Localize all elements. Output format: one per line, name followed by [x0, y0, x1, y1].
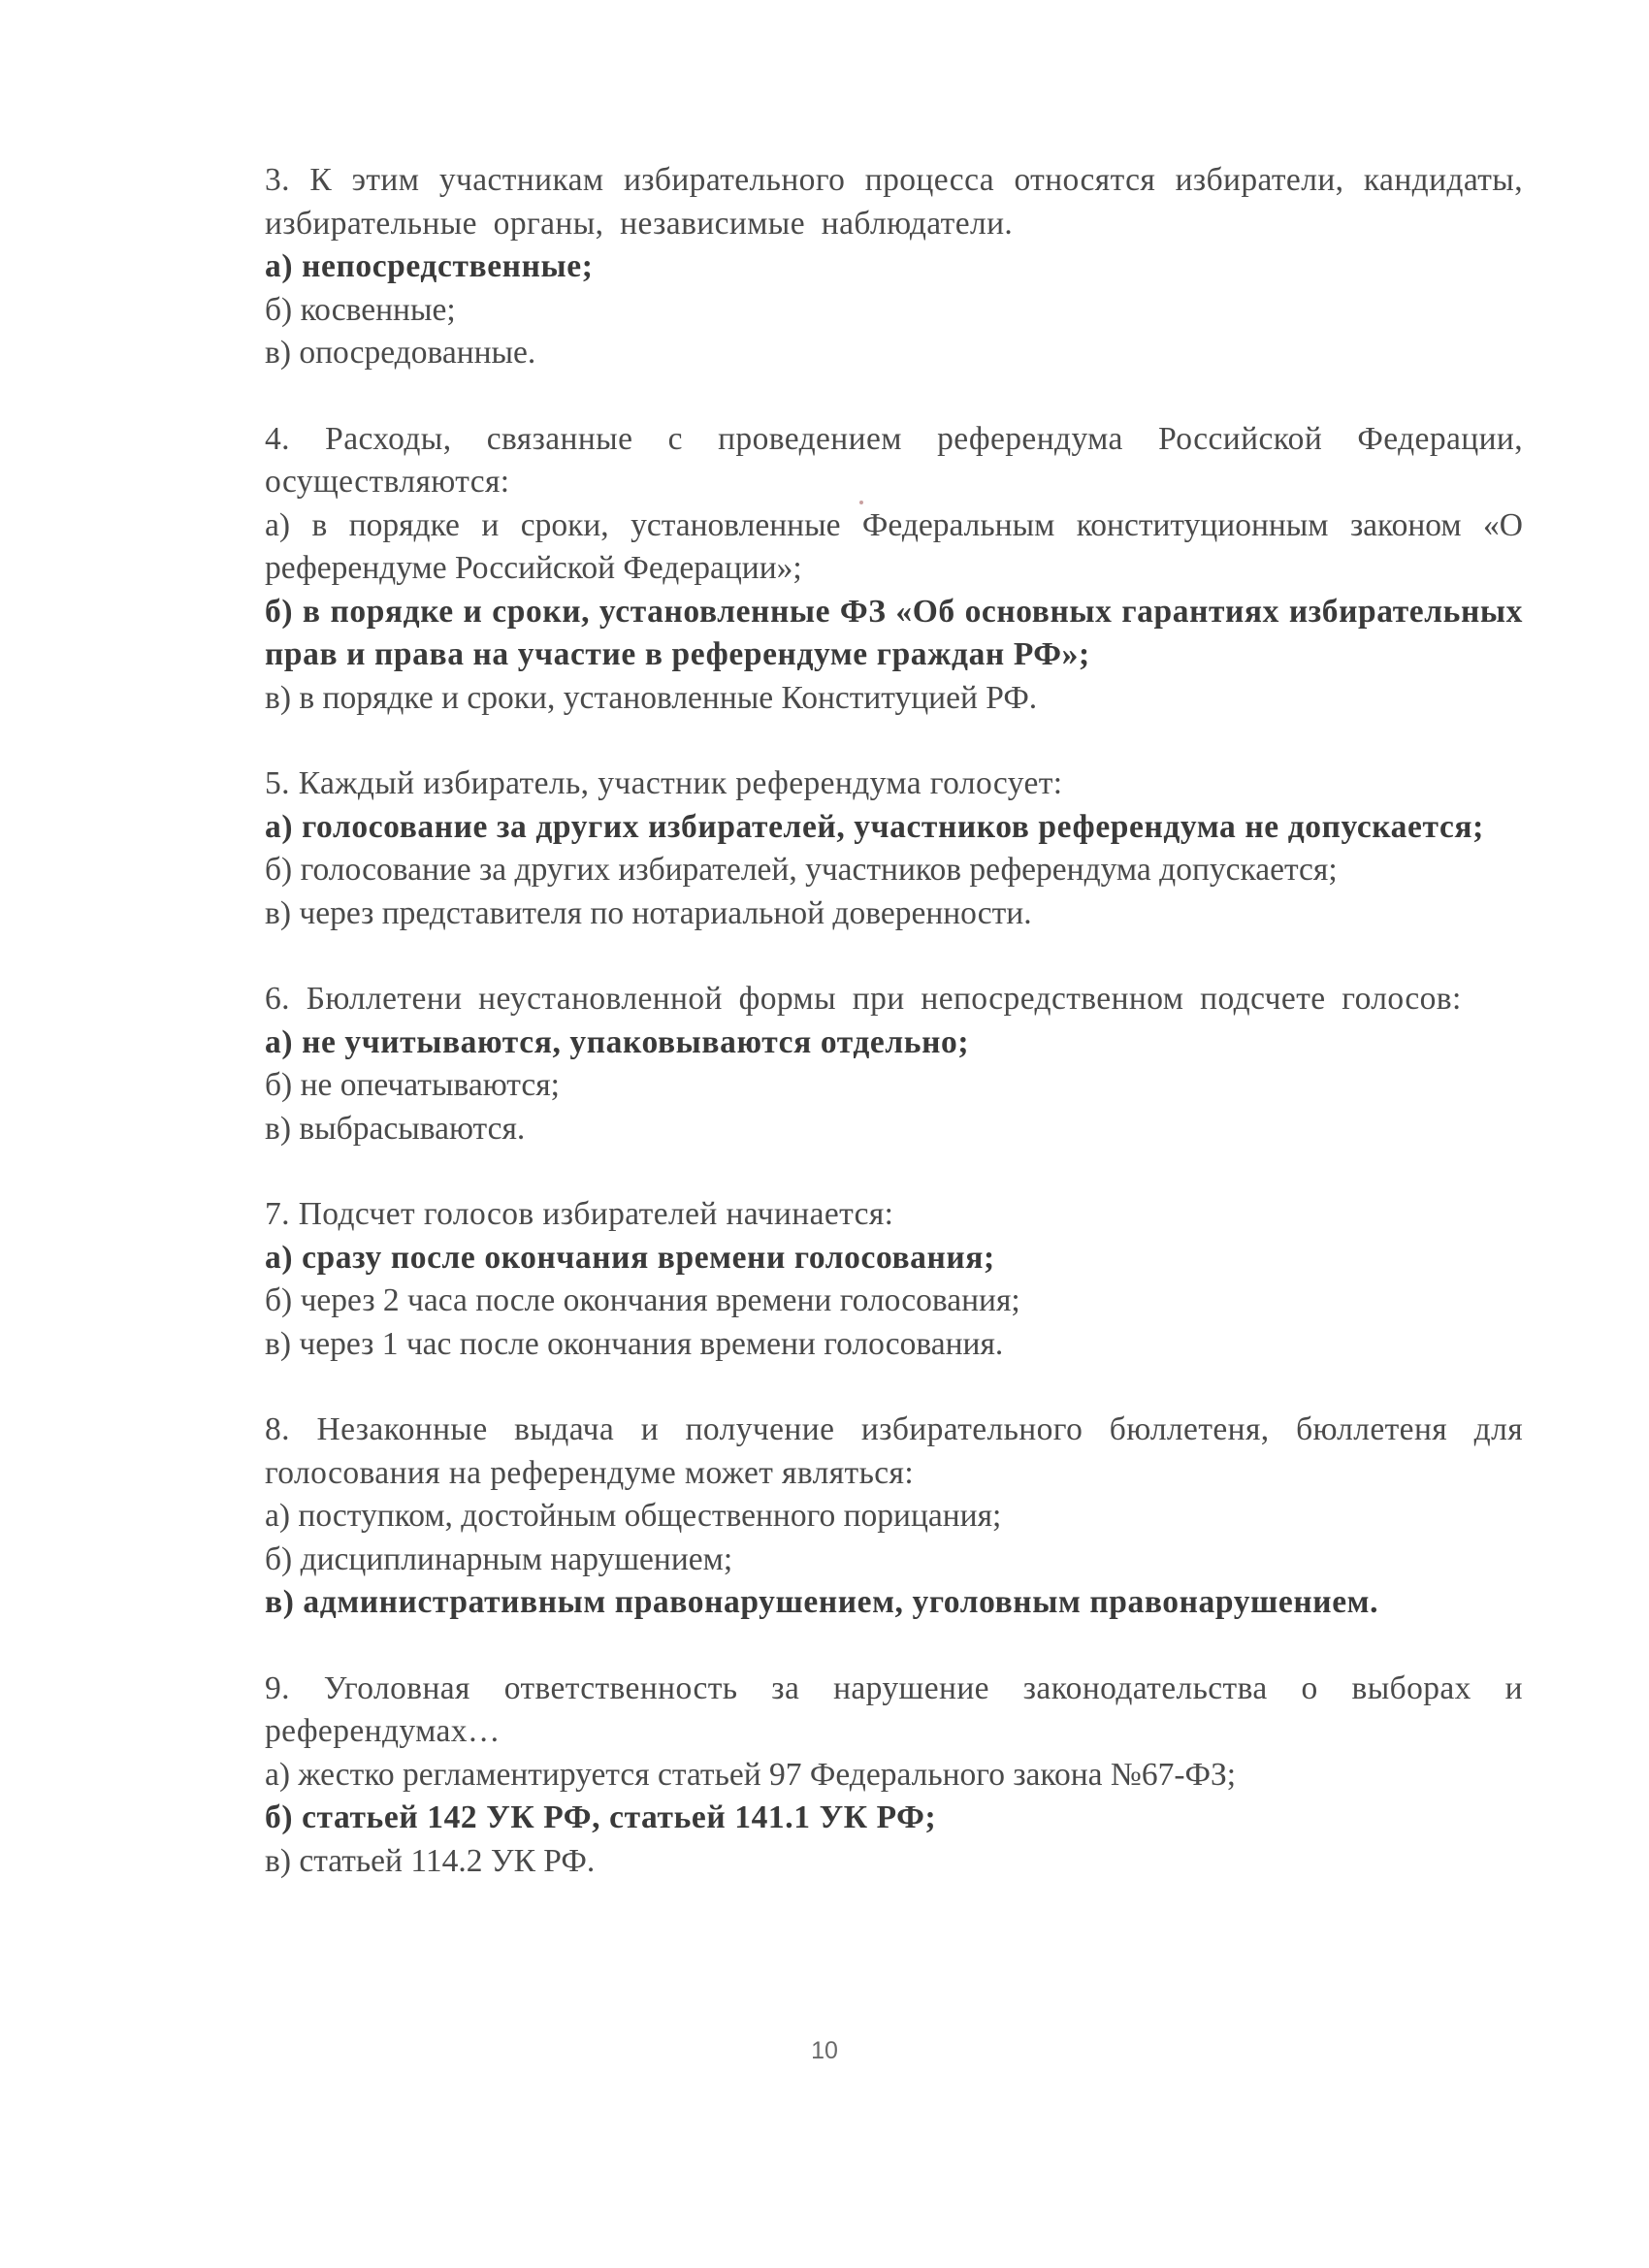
question-text: 5. Каждый избиратель, участник референдума голосует: — [265, 765, 1063, 801]
answer-option-correct: а) непосредственные; — [265, 248, 594, 284]
answer-option-correct: в) административным правонарушением, уголовным правонарушением. — [265, 1584, 1379, 1620]
answer-option-correct: б) статьей 142 УК РФ, статьей 141.1 УК РФ; — [265, 1799, 937, 1835]
question-8 — [265, 1409, 1523, 1625]
answer-option-correct: а) не учитываются, упаковываются отдельно; — [265, 1023, 970, 1060]
answer-option-correct: а) сразу после окончания времени голосования; — [265, 1239, 995, 1276]
page-number: 10 — [811, 2037, 838, 2064]
answer-option: а) жестко регламентируется статьей 97 Федерального закона №67-ФЗ; — [265, 1756, 1237, 1793]
answer-option-correct: б) в порядке и сроки, установленные ФЗ «Об основных гарантиях избирательных прав и права на участие в референдуме граждан РФ»; — [265, 593, 1523, 672]
answer-option: б) дисциплинарным нарушением; — [265, 1540, 733, 1577]
question-9 — [265, 1668, 1523, 1884]
answer-option: б) голосование за других избирателей, участников референдума допускается; — [265, 852, 1338, 888]
question-text: 4. Расходы, связанные с проведением референдума Российской Федерации, осуществляются: — [265, 420, 1523, 500]
answer-option: а) поступком, достойным общественного порицания; — [265, 1498, 1002, 1534]
answer-option: б) косвенные; — [265, 291, 456, 328]
question-3 — [265, 159, 1523, 375]
answer-option: в) через представителя по нотариальной доверенности. — [265, 894, 1032, 931]
question-4 — [265, 418, 1523, 721]
quiz-content — [265, 159, 1523, 1926]
scan-speck — [859, 501, 863, 504]
question-text: 6. Бюллетени неустановленной формы при непосредственном подсчете голосов: — [265, 981, 1462, 1017]
question-text: 9. Уголовная ответственность за нарушение законодательства о выборах и референдумах… — [265, 1669, 1523, 1749]
answer-option: б) через 2 часа после окончания времени голосования; — [265, 1282, 1020, 1318]
answer-option: в) статьей 114.2 УК РФ. — [265, 1842, 596, 1879]
question-7 — [265, 1193, 1523, 1366]
answer-option: в) выбрасываются. — [265, 1110, 526, 1147]
question-text: 7. Подсчет голосов избирателей начинается: — [265, 1196, 894, 1232]
answer-option-correct: а) голосование за других избирателей, участников референдума не допускается; — [265, 808, 1484, 845]
question-text: 3. К этим участникам избирательного процесса относятся избиратели, кандидаты, избирательные органы, независимые наблюдатели. — [265, 162, 1523, 242]
answer-option: б) не опечатываются; — [265, 1067, 560, 1103]
answer-option: в) в порядке и сроки, установленные Конституцией РФ. — [265, 679, 1038, 716]
answer-option: а) в порядке и сроки, установленные Федеральным конституционным законом «О референдуме Российской Федерации»; — [265, 506, 1523, 586]
question-5 — [265, 762, 1523, 935]
answer-option: в) опосредованные. — [265, 335, 536, 371]
answer-option: в) через 1 час после окончания времени голосования. — [265, 1325, 1004, 1362]
question-6 — [265, 978, 1523, 1150]
question-text: 8. Незаконные выдача и получение избирательного бюллетеня, бюллетеня для голосования на референдуме может являться: — [265, 1411, 1523, 1491]
